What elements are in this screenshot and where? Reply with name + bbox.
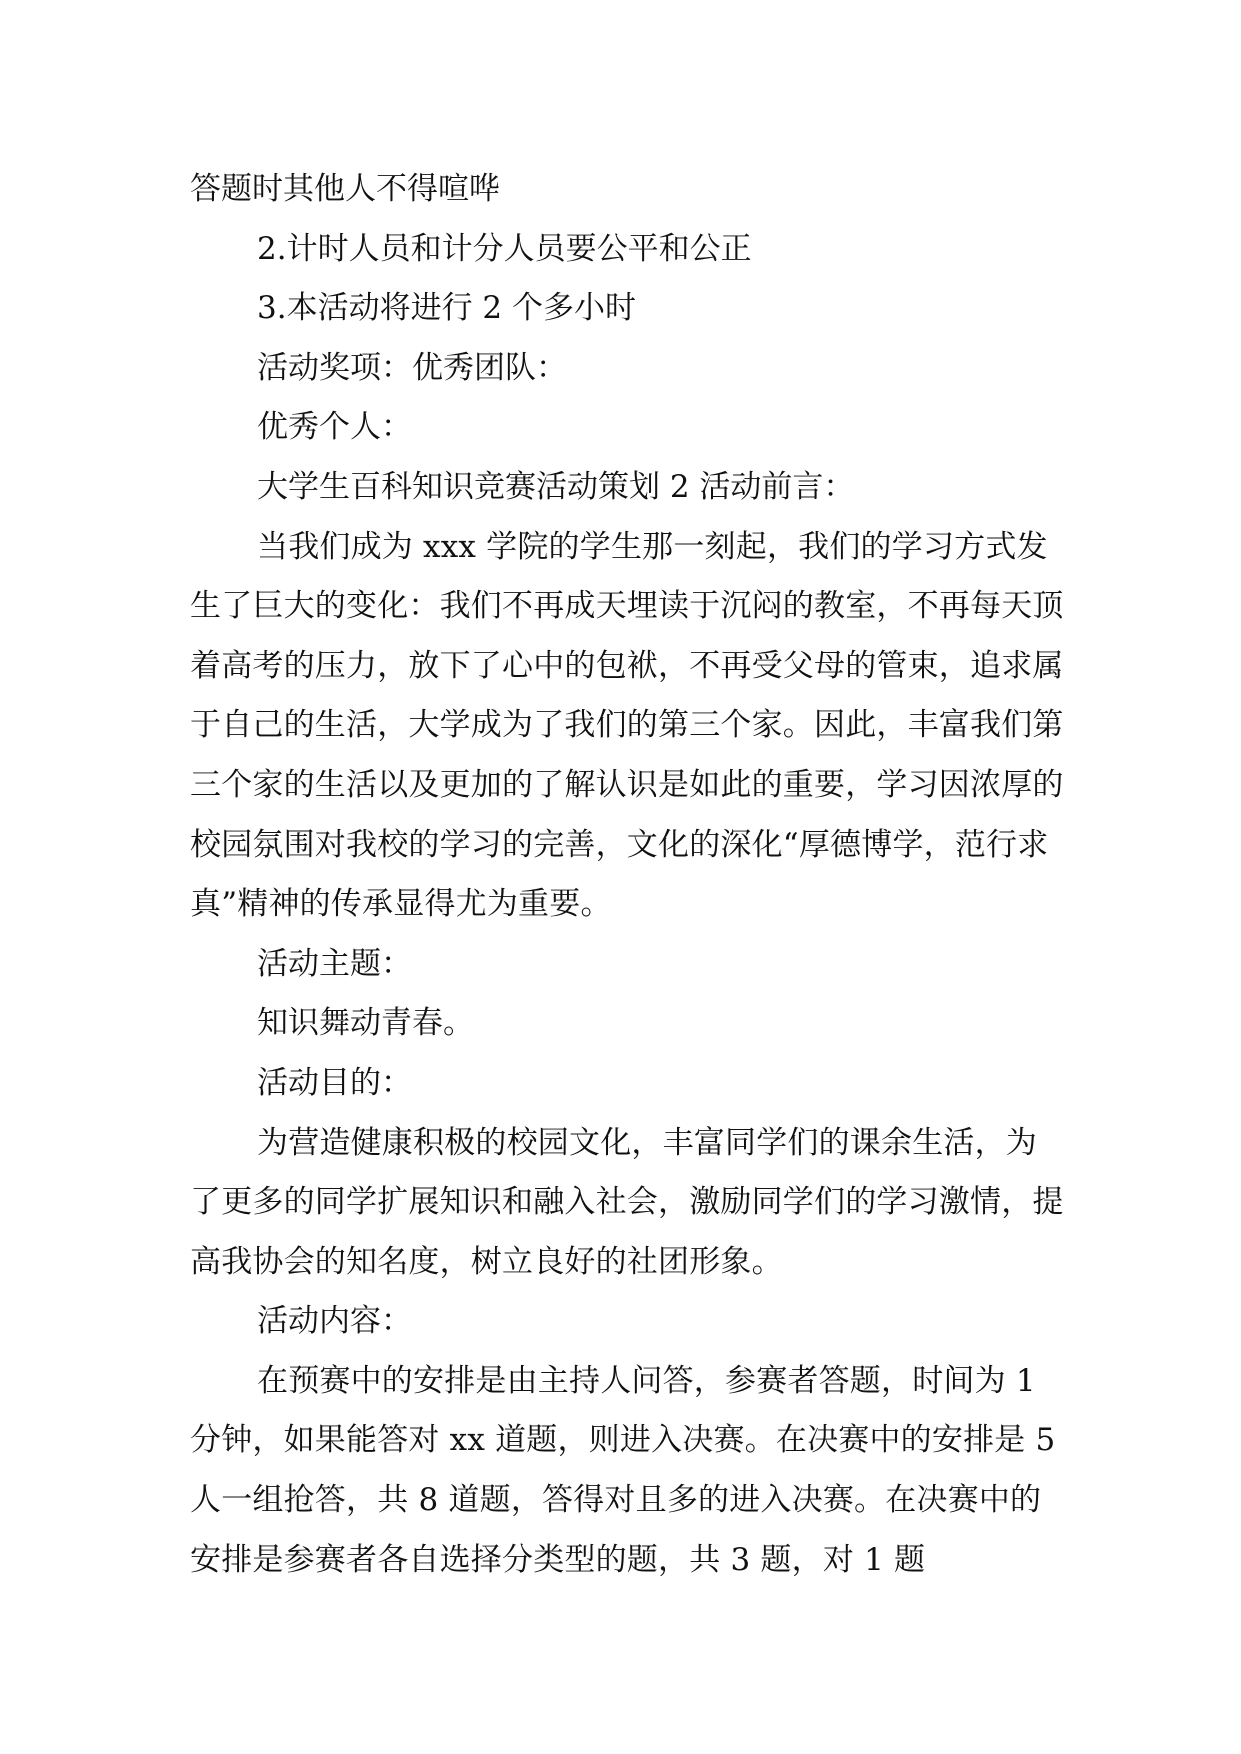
paragraph-plan-heading: 大学生百科知识竞赛活动策划 2 活动前言： — [257, 468, 855, 505]
paragraph-awards: 活动奖项：优秀团队： — [257, 349, 567, 386]
paragraph-purpose: 为营造健康积极的校园文化，丰富同学们的课余生活，为了更多的同学扩展知识和融入社会，激励同学们的学习激情，提高我协会的知名度，树立良好的社团形象。 — [190, 1124, 1064, 1280]
paragraph-rule-2: 2.计时人员和计分人员要公平和公正 — [257, 230, 752, 267]
paragraph-continuation: 答题时其他人不得喧哗 — [190, 171, 500, 207]
paragraph-individual-award: 优秀个人： — [257, 409, 412, 446]
paragraph-content-label: 活动内容： — [257, 1303, 412, 1340]
paragraph-rule-3: 3.本活动将进行 2 个多小时 — [257, 290, 637, 327]
paragraph-theme: 知识舞动青春。 — [257, 1005, 474, 1042]
paragraph-theme-label: 活动主题： — [257, 945, 412, 982]
paragraph-purpose-label: 活动目的： — [257, 1064, 412, 1101]
paragraph-content: 在预赛中的安排是由主持人问答，参赛者答题，时间为 1 分钟，如果能答对 xx 道题，则进入决赛。在决赛中的安排是 5 人一组抢答，共 8 道题，答得对且多的进入决赛。在决赛中的安排是参赛者各自选择分类型的题，共 3 题，对 1 题 — [190, 1362, 1056, 1578]
paragraph-preface: 当我们成为 xxx 学院的学生那一刻起，我们的学习方式发生了巨大的变化：我们不再成天埋读于沉闷的教室，不再每天顶着高考的压力，放下了心中的包袱，不再受父母的管束，追求属于自己的生活，大学成为了我们的第三个家。因此，丰富我们第三个家的生活以及更加的了解认识是如此的重要，学习因浓厚的校园氛围对我校的学习的完善，文化的深化“厚德博学，范行求真”精神的传承显得尤为重要。 — [190, 528, 1064, 923]
document-body — [190, 160, 1066, 1590]
